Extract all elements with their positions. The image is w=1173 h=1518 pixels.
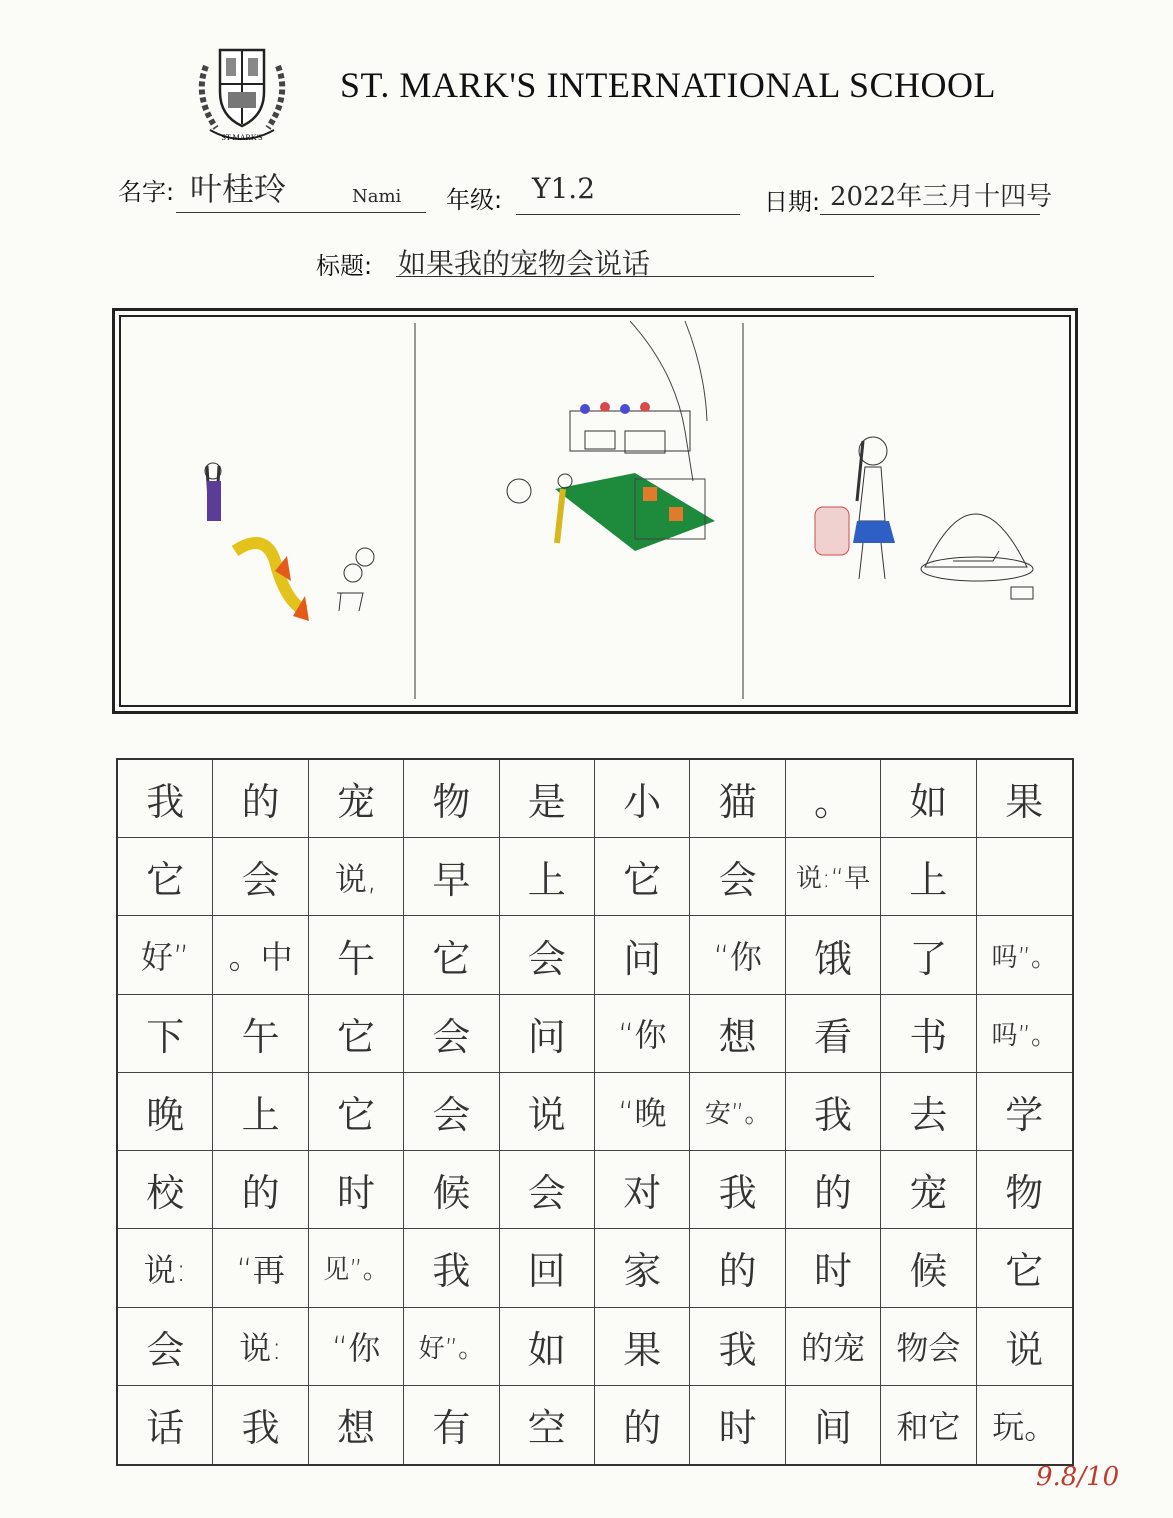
grid-cell: 吗”。 <box>977 916 1072 994</box>
grid-cell: 我 <box>786 1073 881 1151</box>
grid-cell: 吗”。 <box>977 995 1072 1073</box>
grid-cell: 候 <box>404 1151 499 1229</box>
grid-cell: “你 <box>690 916 785 994</box>
grid-cell: 的宠 <box>786 1308 881 1386</box>
grid-cell: 书 <box>881 995 976 1073</box>
grid-cell: 好” <box>118 916 213 994</box>
grid-cell: 会 <box>690 838 785 916</box>
grid-cell: 会 <box>500 916 595 994</box>
title-underline <box>396 276 874 277</box>
illustration-drawing <box>115 311 1075 711</box>
grid-cell: 说: <box>118 1229 213 1307</box>
grid-cell: 问 <box>595 916 690 994</box>
grid-cell: 看 <box>786 995 881 1073</box>
grade-value: Y1.2 <box>532 172 596 205</box>
date-underline <box>820 214 1040 215</box>
grid-cell: 我 <box>118 760 213 838</box>
grid-cell: 。中 <box>213 916 308 994</box>
grid-cell: 它 <box>309 1073 404 1151</box>
grid-cell: 宠 <box>881 1151 976 1229</box>
grid-cell: 想 <box>309 1386 404 1464</box>
grid-cell: 的 <box>213 1151 308 1229</box>
date-value: 2022年三月十四号 <box>830 182 1053 212</box>
grid-cell: 如 <box>881 760 976 838</box>
grid-cell: 说:“早 <box>786 838 881 916</box>
grid-cell: 间 <box>786 1386 881 1464</box>
grid-cell: 物 <box>404 760 499 838</box>
school-name: ST. MARK'S INTERNATIONAL SCHOOL <box>340 65 996 105</box>
grid-cell: 安”。 <box>690 1073 785 1151</box>
panel-2-drawing <box>507 321 715 551</box>
grid-cell: 我 <box>213 1386 308 1464</box>
grid-cell: 有 <box>404 1386 499 1464</box>
grid-cell: 它 <box>404 916 499 994</box>
grid-cell: 物 <box>977 1151 1072 1229</box>
grid-cell: 好”。 <box>404 1308 499 1386</box>
grid-cell: 的 <box>595 1386 690 1464</box>
grade-label: 年级: <box>446 186 503 214</box>
grid-cell: 饿 <box>786 916 881 994</box>
grid-cell: 午 <box>213 995 308 1073</box>
name-label: 名字: <box>118 178 175 206</box>
grid-cell: 说, <box>309 838 404 916</box>
grid-cell: 我 <box>404 1229 499 1307</box>
grid-cell: 小 <box>595 760 690 838</box>
grid-cell: “再 <box>213 1229 308 1307</box>
grid-cell: 说: <box>213 1308 308 1386</box>
grid-cell: 的 <box>690 1229 785 1307</box>
grade-underline <box>516 214 740 215</box>
grid-cell: 话 <box>118 1386 213 1464</box>
school-crest-logo <box>186 36 298 148</box>
grid-cell: 它 <box>118 838 213 916</box>
grid-cell: 宠 <box>309 760 404 838</box>
grid-cell: 。 <box>786 760 881 838</box>
grid-cell <box>977 838 1072 916</box>
grid-cell: 见”。 <box>309 1229 404 1307</box>
grid-cell: 它 <box>595 838 690 916</box>
grid-cell: 候 <box>881 1229 976 1307</box>
grid-cell: 对 <box>595 1151 690 1229</box>
illustration-frame <box>112 308 1078 714</box>
title-label: 标题: <box>316 252 373 280</box>
name-value: 叶桂玲 <box>190 170 287 208</box>
grid-cell: 果 <box>595 1308 690 1386</box>
grid-cell: 猫 <box>690 760 785 838</box>
grid-cell: 午 <box>309 916 404 994</box>
grid-cell: 上 <box>213 1073 308 1151</box>
grid-cell: 物会 <box>881 1308 976 1386</box>
grid-cell: 说 <box>977 1308 1072 1386</box>
grid-cell: 时 <box>690 1386 785 1464</box>
grid-cell: 会 <box>118 1308 213 1386</box>
grid-cell: 它 <box>309 995 404 1073</box>
grid-cell: 我 <box>690 1151 785 1229</box>
grid-cell: 去 <box>881 1073 976 1151</box>
grid-cell: 和它 <box>881 1386 976 1464</box>
grid-cell: 时 <box>309 1151 404 1229</box>
grid-cell: 想 <box>690 995 785 1073</box>
grid-cell: 我 <box>690 1308 785 1386</box>
grid-cell: 晚 <box>118 1073 213 1151</box>
svg-text:ST MARK'S: ST MARK'S <box>221 133 263 142</box>
composition-grid <box>116 758 1074 1466</box>
grid-cell: 上 <box>881 838 976 916</box>
grid-cell: 回 <box>500 1229 595 1307</box>
grid-cell: 它 <box>977 1229 1072 1307</box>
grid-cell: 会 <box>404 1073 499 1151</box>
grid-cell: “你 <box>595 995 690 1073</box>
grid-cell: 的 <box>213 760 308 838</box>
grid-cell: 玩。 <box>992 1407 1057 1446</box>
score-mark: 9.8/10 <box>1036 1462 1120 1492</box>
grid-cell: 上 <box>500 838 595 916</box>
title-value: 如果我的宠物会说话 <box>398 247 651 280</box>
grid-cell: 会 <box>404 995 499 1073</box>
grid-cell: 校 <box>118 1151 213 1229</box>
grid-cell: 果 <box>977 760 1072 838</box>
grid-cell: 家 <box>595 1229 690 1307</box>
name-underline <box>176 212 426 213</box>
date-label: 日期: <box>764 188 821 216</box>
grid-cell: “晚 <box>595 1073 690 1151</box>
grid-cell: 会 <box>500 1151 595 1229</box>
grid-cell: 学 <box>977 1073 1072 1151</box>
grid-cell: 了 <box>881 916 976 994</box>
grid-cell: 说 <box>500 1073 595 1151</box>
grid-cell: 空 <box>500 1386 595 1464</box>
grid-cell: 的 <box>786 1151 881 1229</box>
grid-cell: 下 <box>118 995 213 1073</box>
grid-cell: 如 <box>500 1308 595 1386</box>
grid-cell: 早 <box>404 838 499 916</box>
grid-cell: 时 <box>786 1229 881 1307</box>
name-note: Nami <box>352 186 402 207</box>
grid-cell: “你 <box>309 1308 404 1386</box>
panel-1-drawing <box>205 463 374 621</box>
grid-cell: 是 <box>500 760 595 838</box>
grid-cell: 问 <box>500 995 595 1073</box>
grid-cell: 会 <box>213 838 308 916</box>
panel-3-drawing <box>815 437 1033 599</box>
